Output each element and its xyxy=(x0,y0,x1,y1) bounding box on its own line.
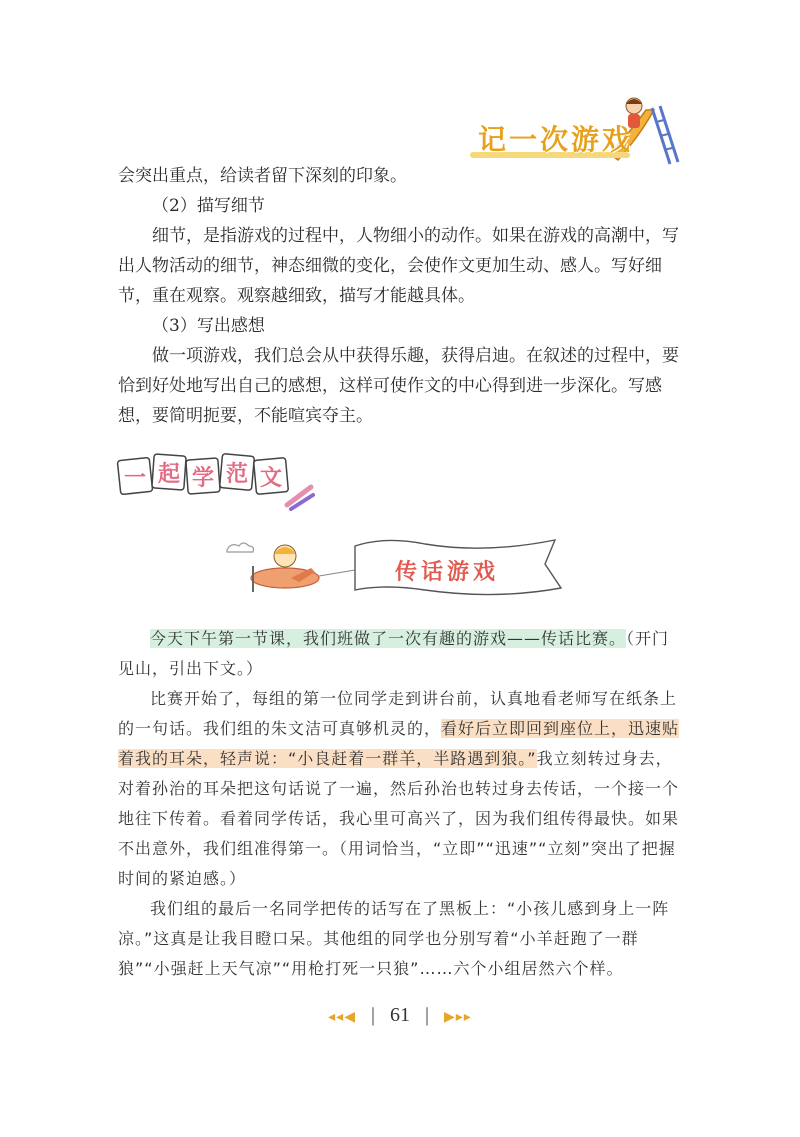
badge-char-4: 范 xyxy=(226,462,249,487)
subheading-write-feelings: （3）写出感想 xyxy=(152,316,265,336)
essay-highlight-action: 看好后立即回到座位上，迅速贴着我的耳朵，轻声说：“小良赶着一群羊，半路遇到狼。” xyxy=(118,719,680,768)
intro-text xyxy=(118,161,688,431)
model-essay xyxy=(118,624,684,984)
badge-char-3: 学 xyxy=(192,466,215,491)
badge-char-2: 起 xyxy=(158,462,181,487)
left-arrows-icon: ◂◂◀ xyxy=(328,1009,356,1025)
essay-comment-1: （开门见山，引出下文。） xyxy=(118,629,670,678)
pencil-icon xyxy=(287,487,313,509)
intro-paragraph-1: 会突出重点，给读者留下深刻的印象。 xyxy=(118,166,407,186)
banner-title: 传话游戏 xyxy=(395,560,500,585)
subheading-describe-details: （2）描写细节 xyxy=(152,196,265,216)
essay-text-2b: 我立刻转过身去，对着孙治的耳朵把这句话说了一遍，然后孙治也转过身去传话，一个接一个地往下传着。看着同学传话，我心里可高兴了，因为我们组传得最快。如果不出意外，我们组准得第一。（用词恰当，“立即”“迅速”“立刻”突出了把握时间的紧迫感。） xyxy=(118,749,680,888)
intro-paragraph-3: 做一项游戏，我们总会从中获得乐趣，获得启迪。在叙述的过程中，要恰到好处地写出自己的感想，这样可使作文的中心得到进一步深化。写感想，要简明扼要，不能喧宾夺主。 xyxy=(118,346,679,426)
section-badge xyxy=(115,447,315,517)
airplane-icon xyxy=(251,545,355,592)
page-number: 61 xyxy=(390,1004,410,1026)
essay-highlight-opening: 今天下午第一节课，我们班做了一次有趣的游戏——传话比赛。 xyxy=(150,629,627,648)
page-header-title: 记一次游戏 xyxy=(478,123,634,156)
intro-paragraph-2: 细节，是指游戏的过程中，人物细小的动作。如果在游戏的高潮中，写出人物活动的细节，神态细微的变化，会使作文更加生动、感人。写好细节，重在观察。观察越细致，描写才能越具体。 xyxy=(118,226,679,306)
badge-char-1: 一 xyxy=(124,466,147,491)
essay-text-2a: 比赛开始了，每组的第一位同学走到讲台前，认真地看老师写在纸条上的一句话。我们组的朱文洁可真够机灵的， xyxy=(118,689,678,738)
cloud-icon xyxy=(227,543,254,552)
airplane-banner-illustration xyxy=(215,530,565,610)
right-arrows-icon: ▶▸▸ xyxy=(444,1009,472,1025)
page-footer: ◂◂◀ | 61 | ▶▸▸ xyxy=(328,1004,472,1026)
badge-char-5: 文 xyxy=(260,466,283,491)
essay-paragraph-2 xyxy=(118,684,684,894)
essay-paragraph-3: 我们组的最后一名同学把传的话写在了黑板上：“小孩儿感到身上一阵凉。”这真是让我目瞪口呆。其他组的同学也分别写着“小羊赶跑了一群狼”“小强赶上天气凉”“用枪打死一只狼”……六个小组居然六个样。 xyxy=(118,899,670,978)
essay-paragraph-1 xyxy=(118,624,684,684)
